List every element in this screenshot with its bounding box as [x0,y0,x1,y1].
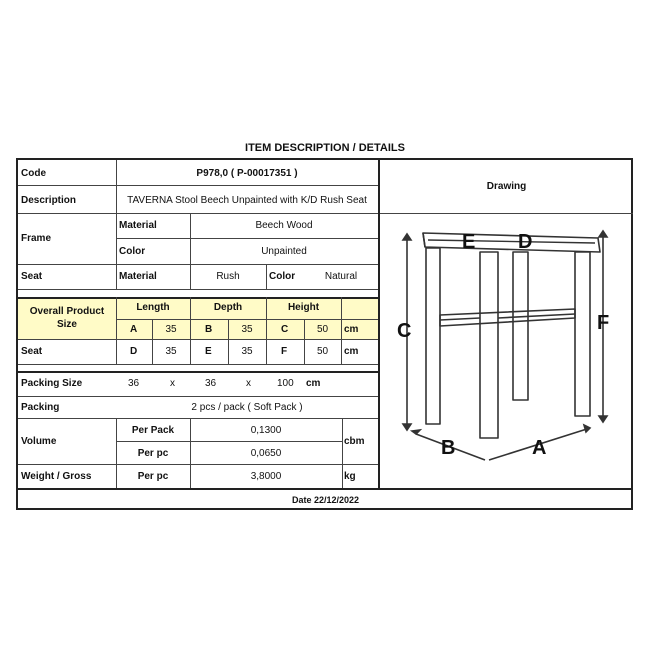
dim-d-value: 35 [165,346,177,357]
volume-per-pack-label: Per Pack [131,425,175,436]
packing-size-x2: x [246,378,251,389]
volume-per-pc-label: Per pc [137,448,169,459]
code-value: P978,0 ( P-00017351 ) [196,168,298,179]
code-label: Code [21,168,46,179]
seat-label: Seat [21,271,43,282]
packing-size-x1: x [170,378,175,389]
volume-unit: cbm [344,436,365,447]
frame-color-value: Unpainted [261,246,307,257]
document-title: ITEM DESCRIPTION / DETAILS [245,142,405,154]
weight-label: Weight / Gross [21,471,92,482]
overall-unit: cm [344,324,359,335]
seat-color-value: Natural [324,271,358,282]
front-leg [480,252,498,438]
dim-c-value: 50 [316,324,329,335]
weight-value: 3,8000 [250,471,282,482]
dim-b-value: 35 [241,324,253,335]
dim-a-label: A [130,324,138,335]
weight-per-pc-label: Per pc [137,471,169,482]
drawing-label-d: D [518,231,533,253]
dim-e-label: E [205,346,212,357]
dim-d-label: D [130,346,138,357]
dim-b-label: B [205,324,213,335]
dim-a-value: 35 [165,324,177,335]
frame-material-value: Beech Wood [255,220,313,231]
dim-f-label: F [281,346,288,357]
seat-dims-label: Seat [21,346,43,357]
packing-size-unit: cm [306,378,321,389]
packing-label: Packing [21,402,60,413]
volume-per-pack-value: 0,1300 [250,425,282,436]
frame-color-label: Color [119,246,146,257]
height-header: Height [287,302,320,313]
packing-size-v3: 100 [277,378,294,389]
overall-size-label-2: Size [56,319,77,330]
seat-unit: cm [344,346,359,357]
drawing-header: Drawing [486,181,527,192]
date-label: Date 22/12/2022 [291,495,360,505]
description-value: TAVERNA Stool Beech Unpainted with K/D Rush Seat [127,195,367,206]
seat-color-label: Color [269,271,296,282]
volume-per-pc-value: 0,0650 [250,448,282,459]
length-header: Length [136,302,170,313]
drawing-label-a: A [532,437,547,459]
dim-f-value: 50 [316,346,329,357]
front-left-leg [426,248,440,424]
packing-size-v1: 36 [128,378,140,389]
packing-value: 2 pcs / pack ( Soft Pack ) [191,402,303,413]
frame-label: Frame [21,233,52,244]
drawing-label-f: F [597,312,610,334]
dim-e-value: 35 [241,346,253,357]
packing-size-v2: 36 [205,378,217,389]
dim-c-label: C [281,324,289,335]
drawing-label-c: C [397,320,412,342]
overall-size-label-1: Overall Product [29,306,105,317]
weight-unit: kg [344,471,356,482]
packing-size-label: Packing Size [21,378,83,389]
back-right-leg [575,252,590,416]
frame-material-label: Material [119,220,157,231]
drawing-label-b: B [441,437,456,459]
seat-material-label: Material [119,271,157,282]
seat-material-value: Rush [216,271,240,282]
description-label: Description [21,195,77,206]
back-middle-leg [513,252,528,400]
drawing-label-e: E [462,231,476,253]
depth-header: Depth [213,302,243,313]
volume-label: Volume [21,436,57,447]
